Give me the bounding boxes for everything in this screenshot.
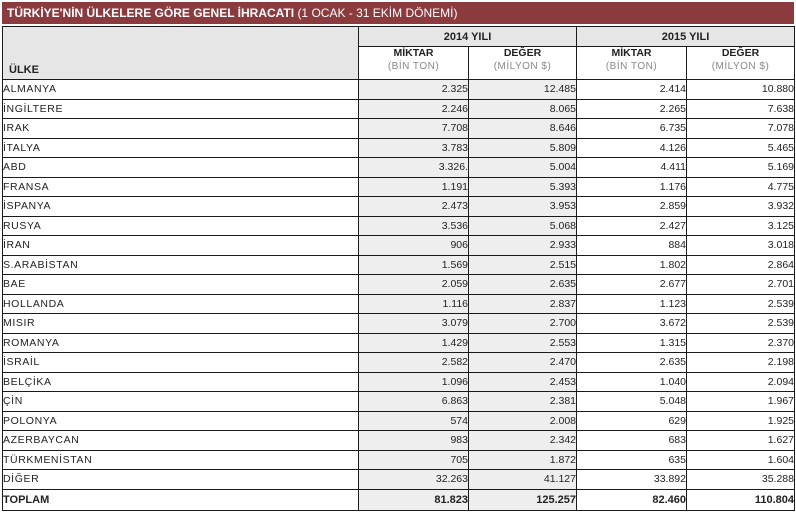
quantity-2014-cell: 3.783 xyxy=(359,138,469,158)
value-2015-cell: 7.078 xyxy=(687,119,795,139)
quantity-2014-cell: 983 xyxy=(359,431,469,451)
value-2014-cell: 2.635 xyxy=(469,275,577,295)
country-cell: ROMANYA xyxy=(3,333,359,353)
table-row xyxy=(3,216,795,236)
quantity-2014-cell: 6.863 xyxy=(359,392,469,412)
table-row xyxy=(3,236,795,256)
quantity-2015-cell: 4.411 xyxy=(577,158,687,178)
country-cell: AZERBAYCAN xyxy=(3,431,359,451)
quantity-2015-cell: 33.892 xyxy=(577,470,687,490)
quantity-2015-cell: 82.460 xyxy=(577,489,687,510)
country-cell: BAE xyxy=(3,275,359,295)
value-2014-cell: 2.553 xyxy=(469,333,577,353)
country-cell: ABD xyxy=(3,158,359,178)
table-title-bar xyxy=(2,2,794,24)
table-row xyxy=(3,197,795,217)
value-2015-cell: 1.967 xyxy=(687,392,795,412)
quantity-2014-cell: 3.079 xyxy=(359,314,469,334)
quantity-2015-cell: 2.265 xyxy=(577,99,687,119)
table-row xyxy=(3,294,795,314)
quantity-2015-cell: 1.802 xyxy=(577,255,687,275)
table-row xyxy=(3,314,795,334)
table-row xyxy=(3,372,795,392)
country-cell: İTALYA xyxy=(3,138,359,158)
table-row xyxy=(3,470,795,490)
country-cell: TÜRKMENİSTAN xyxy=(3,450,359,470)
country-cell: İSPANYA xyxy=(3,197,359,217)
quantity-unit: (BİN TON) xyxy=(605,61,658,72)
value-2015-cell: 2.198 xyxy=(687,353,795,373)
value-2014-cell: 5.393 xyxy=(469,177,577,197)
quantity-2015-cell: 1.176 xyxy=(577,177,687,197)
quantity-2014-cell: 3.536 xyxy=(359,216,469,236)
table-row xyxy=(3,450,795,470)
country-cell: S.ARABİSTAN xyxy=(3,255,359,275)
quantity-2015-cell: 4.126 xyxy=(577,138,687,158)
table-row xyxy=(3,80,795,100)
value-2014-cell: 5.004 xyxy=(469,158,577,178)
quantity-2014-cell: 2.059 xyxy=(359,275,469,295)
value-2014-cell: 8.065 xyxy=(469,99,577,119)
table-row xyxy=(3,158,795,178)
value-2014-cell: 41.127 xyxy=(469,470,577,490)
table-period: (1 OCAK - 31 EKİM DÖNEMİ) xyxy=(297,6,458,20)
table-row xyxy=(3,138,795,158)
value-2015-cell: 7.638 xyxy=(687,99,795,119)
value-2015-cell: 35.288 xyxy=(687,470,795,490)
quantity-2014-cell: 906 xyxy=(359,236,469,256)
value-2014-cell: 2.342 xyxy=(469,431,577,451)
table-row xyxy=(3,353,795,373)
quantity-2014-cell: 2.246 xyxy=(359,99,469,119)
table-row xyxy=(3,411,795,431)
country-cell: DİĞER xyxy=(3,470,359,490)
value-2014-cell: 2.470 xyxy=(469,353,577,373)
table-title: TÜRKİYE'NİN ÜLKELERE GÖRE GENEL İHRACATI xyxy=(7,6,295,20)
country-cell: BELÇİKA xyxy=(3,372,359,392)
table-row xyxy=(3,119,795,139)
quantity-2015-cell: 635 xyxy=(577,450,687,470)
value-2015-cell: 5.169 xyxy=(687,158,795,178)
quantity-2014-cell: 2.325 xyxy=(359,80,469,100)
quantity-label: MİKTAR xyxy=(611,47,652,59)
quantity-2014-cell: 2.473 xyxy=(359,197,469,217)
quantity-2015-cell: 2.635 xyxy=(577,353,687,373)
table-row xyxy=(3,177,795,197)
value-2015-cell: 2.864 xyxy=(687,255,795,275)
value-2015-cell: 2.094 xyxy=(687,372,795,392)
value-2015-cell: 5.465 xyxy=(687,138,795,158)
total-row xyxy=(3,489,795,510)
quantity-2014-cell: 1.429 xyxy=(359,333,469,353)
quantity-2014-cell: 3.326. xyxy=(359,158,469,178)
value-2014-cell: 5.809 xyxy=(469,138,577,158)
quantity-2014-cell: 32.263 xyxy=(359,470,469,490)
quantity-label: MİKTAR xyxy=(393,47,434,59)
quantity-2015-cell: 683 xyxy=(577,431,687,451)
country-cell: ALMANYA xyxy=(3,80,359,100)
quantity-2015-cell: 2.414 xyxy=(577,80,687,100)
quantity-2014-cell: 1.569 xyxy=(359,255,469,275)
table-row xyxy=(3,333,795,353)
value-2014-cell: 2.453 xyxy=(469,372,577,392)
quantity-2014-cell: 1.096 xyxy=(359,372,469,392)
year-2015-header: 2015 YILI xyxy=(577,27,795,47)
value-2014-cell: 1.872 xyxy=(469,450,577,470)
quantity-2015-cell: 1.123 xyxy=(577,294,687,314)
value-2014-cell: 125.257 xyxy=(469,489,577,510)
value-2015-header xyxy=(687,47,795,80)
value-unit: (MİLYON $) xyxy=(711,61,770,72)
value-2015-cell: 3.018 xyxy=(687,236,795,256)
quantity-2015-cell: 1.040 xyxy=(577,372,687,392)
quantity-2014-cell: 1.191 xyxy=(359,177,469,197)
quantity-2015-cell: 2.859 xyxy=(577,197,687,217)
value-2014-cell: 2.933 xyxy=(469,236,577,256)
quantity-2015-cell: 3.672 xyxy=(577,314,687,334)
table-body xyxy=(3,80,795,511)
quantity-2014-cell: 1.116 xyxy=(359,294,469,314)
value-2014-cell: 8.646 xyxy=(469,119,577,139)
quantity-2015-header xyxy=(577,47,687,80)
quantity-2015-cell: 6.735 xyxy=(577,119,687,139)
export-table xyxy=(2,26,795,511)
value-2014-cell: 2.837 xyxy=(469,294,577,314)
table-row xyxy=(3,99,795,119)
value-2014-cell: 2.008 xyxy=(469,411,577,431)
value-2015-cell: 1.627 xyxy=(687,431,795,451)
quantity-2015-cell: 5.048 xyxy=(577,392,687,412)
value-2014-cell: 5.068 xyxy=(469,216,577,236)
country-cell: RUSYA xyxy=(3,216,359,236)
value-2015-cell: 1.604 xyxy=(687,450,795,470)
country-cell: HOLLANDA xyxy=(3,294,359,314)
value-2015-cell: 2.539 xyxy=(687,314,795,334)
value-2015-cell: 2.539 xyxy=(687,294,795,314)
quantity-2014-cell: 705 xyxy=(359,450,469,470)
value-2014-cell: 2.381 xyxy=(469,392,577,412)
country-cell: İNGİLTERE xyxy=(3,99,359,119)
country-cell: İRAN xyxy=(3,236,359,256)
value-label: DEĞER xyxy=(721,47,760,59)
country-cell: IRAK xyxy=(3,119,359,139)
quantity-2014-header xyxy=(359,47,469,80)
quantity-2015-cell: 1.315 xyxy=(577,333,687,353)
table-row xyxy=(3,431,795,451)
value-unit: (MİLYON $) xyxy=(493,61,552,72)
country-cell: MISIR xyxy=(3,314,359,334)
value-2015-cell: 110.804 xyxy=(687,489,795,510)
table-row xyxy=(3,392,795,412)
value-label: DEĞER xyxy=(503,47,542,59)
value-2015-cell: 10.880 xyxy=(687,80,795,100)
quantity-2014-cell: 574 xyxy=(359,411,469,431)
value-2015-cell: 3.125 xyxy=(687,216,795,236)
value-2015-cell: 2.701 xyxy=(687,275,795,295)
value-2014-cell: 12.485 xyxy=(469,80,577,100)
quantity-2014-cell: 81.823 xyxy=(359,489,469,510)
table-row xyxy=(3,275,795,295)
value-2015-cell: 4.775 xyxy=(687,177,795,197)
country-cell: ÇİN xyxy=(3,392,359,412)
value-2015-cell: 1.925 xyxy=(687,411,795,431)
country-header: ÜLKE xyxy=(3,27,359,80)
quantity-2015-cell: 2.427 xyxy=(577,216,687,236)
table-row xyxy=(3,255,795,275)
value-2014-cell: 2.700 xyxy=(469,314,577,334)
quantity-2014-cell: 2.582 xyxy=(359,353,469,373)
value-2015-cell: 3.932 xyxy=(687,197,795,217)
value-2014-header xyxy=(469,47,577,80)
quantity-2015-cell: 2.677 xyxy=(577,275,687,295)
quantity-2015-cell: 629 xyxy=(577,411,687,431)
quantity-unit: (BİN TON) xyxy=(387,61,440,72)
quantity-2015-cell: 884 xyxy=(577,236,687,256)
value-2014-cell: 3.953 xyxy=(469,197,577,217)
country-cell: TOPLAM xyxy=(3,489,359,510)
year-header-row xyxy=(3,27,795,47)
value-2015-cell: 2.370 xyxy=(687,333,795,353)
country-cell: İSRAİL xyxy=(3,353,359,373)
value-2014-cell: 2.515 xyxy=(469,255,577,275)
country-cell: FRANSA xyxy=(3,177,359,197)
year-2014-header: 2014 YILI xyxy=(359,27,577,47)
country-cell: POLONYA xyxy=(3,411,359,431)
quantity-2014-cell: 7.708 xyxy=(359,119,469,139)
